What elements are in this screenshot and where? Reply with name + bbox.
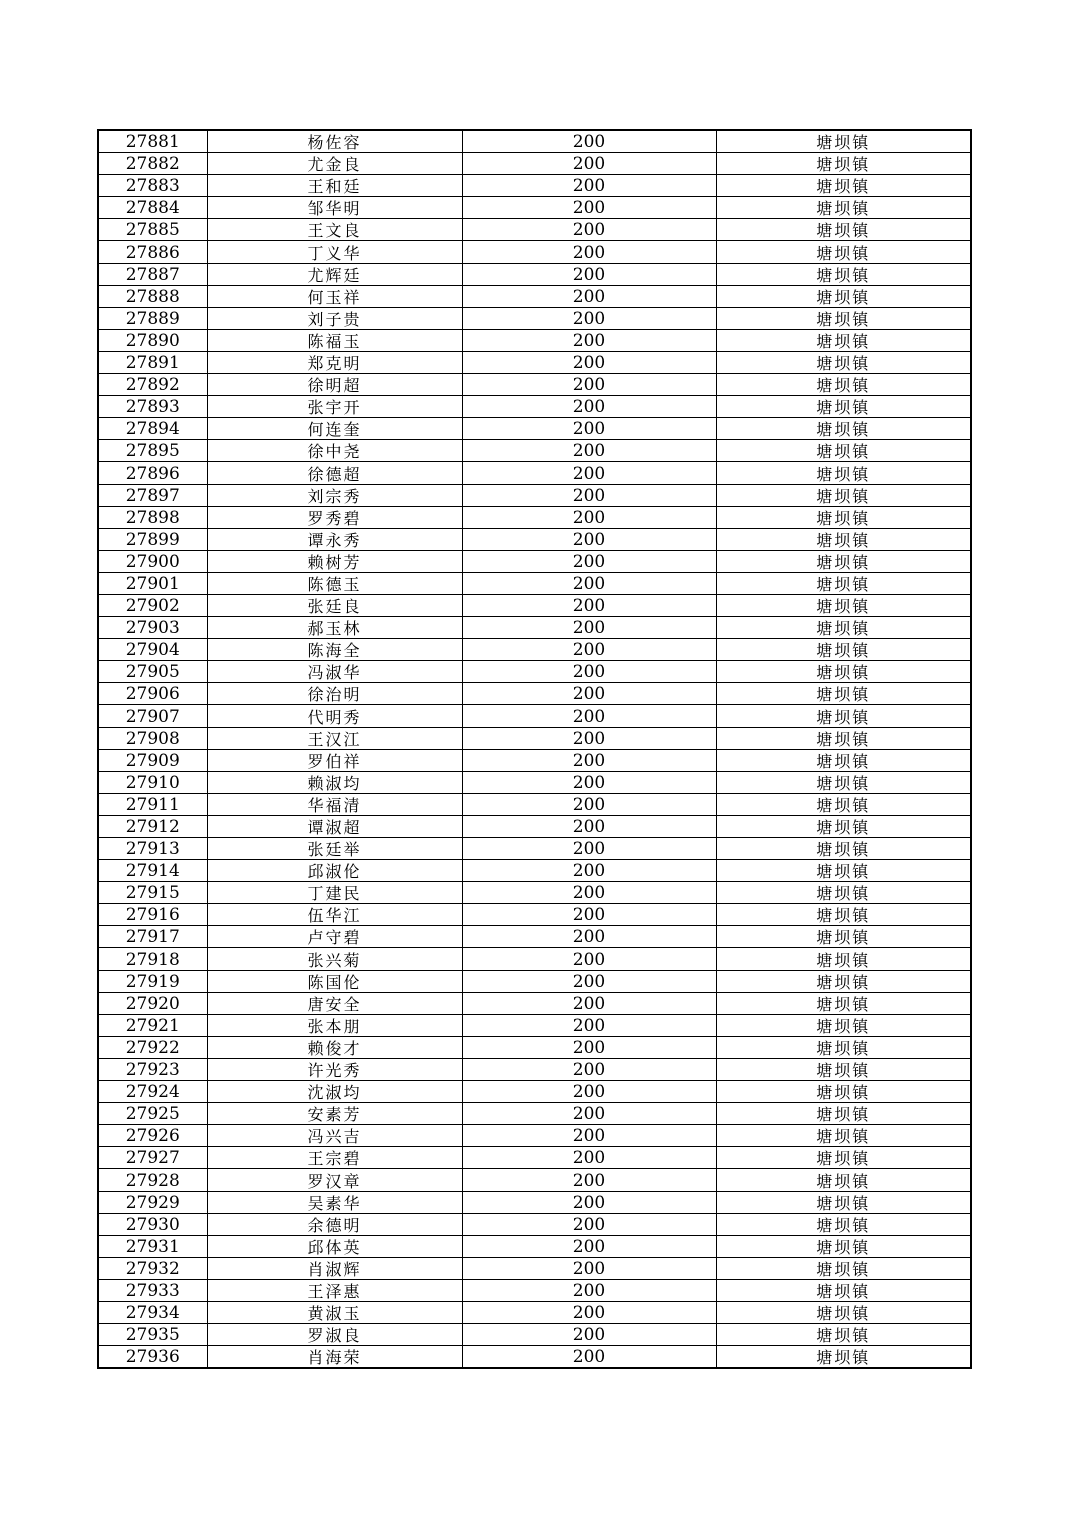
table-row (98, 970, 971, 992)
name-cell: 邱体英 (207, 1235, 462, 1257)
amount-cell: 200 (462, 462, 716, 484)
row-number-cell: 27908 (98, 727, 207, 749)
row-number-cell: 27905 (98, 661, 207, 683)
town-cell: 塘坝镇 (716, 727, 971, 749)
name-cell: 赖淑均 (207, 771, 462, 793)
amount-cell: 200 (462, 130, 716, 153)
name-cell: 罗秀碧 (207, 506, 462, 528)
town-cell: 塘坝镇 (716, 838, 971, 860)
amount-cell: 200 (462, 1147, 716, 1169)
table-row (98, 1301, 971, 1323)
town-cell: 塘坝镇 (716, 329, 971, 351)
table-row (98, 1169, 971, 1191)
table-row (98, 572, 971, 594)
amount-cell: 200 (462, 1169, 716, 1191)
row-number-cell: 27916 (98, 904, 207, 926)
name-cell: 安素芳 (207, 1103, 462, 1125)
row-number-cell: 27884 (98, 197, 207, 219)
table-row (98, 661, 971, 683)
table-row (98, 1014, 971, 1036)
town-cell: 塘坝镇 (716, 462, 971, 484)
town-cell: 塘坝镇 (716, 882, 971, 904)
name-cell: 谭淑超 (207, 815, 462, 837)
town-cell: 塘坝镇 (716, 1014, 971, 1036)
row-number-cell: 27933 (98, 1279, 207, 1301)
town-cell: 塘坝镇 (716, 241, 971, 263)
row-number-cell: 27898 (98, 506, 207, 528)
town-cell: 塘坝镇 (716, 1081, 971, 1103)
town-cell: 塘坝镇 (716, 926, 971, 948)
name-cell: 陈德玉 (207, 572, 462, 594)
name-cell: 罗淑良 (207, 1324, 462, 1346)
table-row (98, 1125, 971, 1147)
amount-cell: 200 (462, 219, 716, 241)
town-cell: 塘坝镇 (716, 550, 971, 572)
row-number-cell: 27888 (98, 285, 207, 307)
row-number-cell: 27886 (98, 241, 207, 263)
amount-cell: 200 (462, 440, 716, 462)
name-cell: 郝玉林 (207, 617, 462, 639)
row-number-cell: 27883 (98, 175, 207, 197)
amount-cell: 200 (462, 683, 716, 705)
row-number-cell: 27935 (98, 1324, 207, 1346)
town-cell: 塘坝镇 (716, 683, 971, 705)
name-cell: 陈国伦 (207, 970, 462, 992)
amount-cell: 200 (462, 1014, 716, 1036)
table-row (98, 838, 971, 860)
roster-table-body (98, 130, 971, 1368)
name-cell: 王汉江 (207, 727, 462, 749)
town-cell: 塘坝镇 (716, 285, 971, 307)
row-number-cell: 27891 (98, 351, 207, 373)
row-number-cell: 27932 (98, 1257, 207, 1279)
amount-cell: 200 (462, 241, 716, 263)
town-cell: 塘坝镇 (716, 904, 971, 926)
amount-cell: 200 (462, 285, 716, 307)
amount-cell: 200 (462, 948, 716, 970)
name-cell: 唐安全 (207, 992, 462, 1014)
amount-cell: 200 (462, 815, 716, 837)
town-cell: 塘坝镇 (716, 197, 971, 219)
name-cell: 何连奎 (207, 418, 462, 440)
row-number-cell: 27934 (98, 1301, 207, 1323)
name-cell: 肖海荣 (207, 1346, 462, 1369)
name-cell: 刘子贵 (207, 307, 462, 329)
town-cell: 塘坝镇 (716, 860, 971, 882)
town-cell: 塘坝镇 (716, 153, 971, 175)
table-row (98, 1103, 971, 1125)
amount-cell: 200 (462, 749, 716, 771)
town-cell: 塘坝镇 (716, 130, 971, 153)
amount-cell: 200 (462, 418, 716, 440)
amount-cell: 200 (462, 175, 716, 197)
town-cell: 塘坝镇 (716, 1125, 971, 1147)
name-cell: 徐德超 (207, 462, 462, 484)
amount-cell: 200 (462, 307, 716, 329)
amount-cell: 200 (462, 329, 716, 351)
name-cell: 王和廷 (207, 175, 462, 197)
name-cell: 张本朋 (207, 1014, 462, 1036)
name-cell: 冯兴吉 (207, 1125, 462, 1147)
name-cell: 郑克明 (207, 351, 462, 373)
town-cell: 塘坝镇 (716, 1058, 971, 1080)
row-number-cell: 27931 (98, 1235, 207, 1257)
name-cell: 罗伯祥 (207, 749, 462, 771)
table-row (98, 771, 971, 793)
table-row (98, 418, 971, 440)
table-row (98, 396, 971, 418)
amount-cell: 200 (462, 374, 716, 396)
town-cell: 塘坝镇 (716, 307, 971, 329)
table-row (98, 550, 971, 572)
town-cell: 塘坝镇 (716, 484, 971, 506)
name-cell: 何玉祥 (207, 285, 462, 307)
table-row (98, 528, 971, 550)
name-cell: 王文良 (207, 219, 462, 241)
table-row (98, 462, 971, 484)
name-cell: 刘宗秀 (207, 484, 462, 506)
amount-cell: 200 (462, 1235, 716, 1257)
row-number-cell: 27904 (98, 639, 207, 661)
table-row (98, 1235, 971, 1257)
row-number-cell: 27896 (98, 462, 207, 484)
name-cell: 邹华明 (207, 197, 462, 219)
name-cell: 尤辉廷 (207, 263, 462, 285)
town-cell: 塘坝镇 (716, 528, 971, 550)
table-row (98, 197, 971, 219)
name-cell: 张宇开 (207, 396, 462, 418)
town-cell: 塘坝镇 (716, 815, 971, 837)
row-number-cell: 27936 (98, 1346, 207, 1369)
row-number-cell: 27917 (98, 926, 207, 948)
table-row (98, 683, 971, 705)
table-row (98, 904, 971, 926)
row-number-cell: 27901 (98, 572, 207, 594)
table-row (98, 860, 971, 882)
amount-cell: 200 (462, 661, 716, 683)
amount-cell: 200 (462, 1279, 716, 1301)
table-row (98, 263, 971, 285)
amount-cell: 200 (462, 396, 716, 418)
table-row (98, 351, 971, 373)
name-cell: 张廷举 (207, 838, 462, 860)
name-cell: 丁义华 (207, 241, 462, 263)
table-row (98, 1346, 971, 1369)
row-number-cell: 27909 (98, 749, 207, 771)
name-cell: 谭永秀 (207, 528, 462, 550)
town-cell: 塘坝镇 (716, 639, 971, 661)
name-cell: 丁建民 (207, 882, 462, 904)
row-number-cell: 27906 (98, 683, 207, 705)
name-cell: 王宗碧 (207, 1147, 462, 1169)
amount-cell: 200 (462, 572, 716, 594)
name-cell: 赖树芳 (207, 550, 462, 572)
table-row (98, 1081, 971, 1103)
row-number-cell: 27900 (98, 550, 207, 572)
town-cell: 塘坝镇 (716, 1169, 971, 1191)
town-cell: 塘坝镇 (716, 661, 971, 683)
roster-table (97, 129, 972, 1369)
table-row (98, 705, 971, 727)
town-cell: 塘坝镇 (716, 594, 971, 616)
town-cell: 塘坝镇 (716, 1324, 971, 1346)
table-row (98, 285, 971, 307)
name-cell: 陈福玉 (207, 329, 462, 351)
row-number-cell: 27881 (98, 130, 207, 153)
table-row (98, 1147, 971, 1169)
amount-cell: 200 (462, 639, 716, 661)
table-row (98, 241, 971, 263)
town-cell: 塘坝镇 (716, 948, 971, 970)
town-cell: 塘坝镇 (716, 1235, 971, 1257)
row-number-cell: 27889 (98, 307, 207, 329)
amount-cell: 200 (462, 617, 716, 639)
town-cell: 塘坝镇 (716, 771, 971, 793)
town-cell: 塘坝镇 (716, 749, 971, 771)
amount-cell: 200 (462, 484, 716, 506)
table-row (98, 440, 971, 462)
name-cell: 张兴菊 (207, 948, 462, 970)
name-cell: 徐明超 (207, 374, 462, 396)
row-number-cell: 27925 (98, 1103, 207, 1125)
name-cell: 赖俊才 (207, 1036, 462, 1058)
town-cell: 塘坝镇 (716, 175, 971, 197)
row-number-cell: 27895 (98, 440, 207, 462)
amount-cell: 200 (462, 1058, 716, 1080)
name-cell: 邱淑伦 (207, 860, 462, 882)
amount-cell: 200 (462, 197, 716, 219)
town-cell: 塘坝镇 (716, 1346, 971, 1369)
row-number-cell: 27894 (98, 418, 207, 440)
row-number-cell: 27915 (98, 882, 207, 904)
row-number-cell: 27919 (98, 970, 207, 992)
row-number-cell: 27924 (98, 1081, 207, 1103)
row-number-cell: 27885 (98, 219, 207, 241)
name-cell: 罗汉章 (207, 1169, 462, 1191)
town-cell: 塘坝镇 (716, 793, 971, 815)
amount-cell: 200 (462, 705, 716, 727)
town-cell: 塘坝镇 (716, 396, 971, 418)
amount-cell: 200 (462, 1301, 716, 1323)
amount-cell: 200 (462, 1213, 716, 1235)
town-cell: 塘坝镇 (716, 992, 971, 1014)
row-number-cell: 27903 (98, 617, 207, 639)
town-cell: 塘坝镇 (716, 418, 971, 440)
amount-cell: 200 (462, 1081, 716, 1103)
town-cell: 塘坝镇 (716, 440, 971, 462)
amount-cell: 200 (462, 506, 716, 528)
amount-cell: 200 (462, 727, 716, 749)
row-number-cell: 27929 (98, 1191, 207, 1213)
table-row (98, 307, 971, 329)
row-number-cell: 27913 (98, 838, 207, 860)
town-cell: 塘坝镇 (716, 351, 971, 373)
row-number-cell: 27899 (98, 528, 207, 550)
name-cell: 余德明 (207, 1213, 462, 1235)
name-cell: 沈淑均 (207, 1081, 462, 1103)
amount-cell: 200 (462, 1103, 716, 1125)
table-row (98, 882, 971, 904)
amount-cell: 200 (462, 1324, 716, 1346)
amount-cell: 200 (462, 926, 716, 948)
row-number-cell: 27928 (98, 1169, 207, 1191)
row-number-cell: 27930 (98, 1213, 207, 1235)
town-cell: 塘坝镇 (716, 1279, 971, 1301)
amount-cell: 200 (462, 838, 716, 860)
table-row (98, 153, 971, 175)
row-number-cell: 27911 (98, 793, 207, 815)
town-cell: 塘坝镇 (716, 1191, 971, 1213)
name-cell: 张廷良 (207, 594, 462, 616)
row-number-cell: 27902 (98, 594, 207, 616)
amount-cell: 200 (462, 550, 716, 572)
table-row (98, 793, 971, 815)
town-cell: 塘坝镇 (716, 1103, 971, 1125)
town-cell: 塘坝镇 (716, 572, 971, 594)
town-cell: 塘坝镇 (716, 263, 971, 285)
row-number-cell: 27926 (98, 1125, 207, 1147)
amount-cell: 200 (462, 263, 716, 285)
town-cell: 塘坝镇 (716, 374, 971, 396)
amount-cell: 200 (462, 153, 716, 175)
amount-cell: 200 (462, 1036, 716, 1058)
table-row (98, 374, 971, 396)
row-number-cell: 27923 (98, 1058, 207, 1080)
row-number-cell: 27918 (98, 948, 207, 970)
name-cell: 杨佐容 (207, 130, 462, 153)
amount-cell: 200 (462, 992, 716, 1014)
row-number-cell: 27914 (98, 860, 207, 882)
table-row (98, 506, 971, 528)
name-cell: 王泽惠 (207, 1279, 462, 1301)
table-row (98, 484, 971, 506)
row-number-cell: 27893 (98, 396, 207, 418)
name-cell: 肖淑辉 (207, 1257, 462, 1279)
amount-cell: 200 (462, 1191, 716, 1213)
amount-cell: 200 (462, 970, 716, 992)
town-cell: 塘坝镇 (716, 1301, 971, 1323)
town-cell: 塘坝镇 (716, 219, 971, 241)
table-row (98, 594, 971, 616)
row-number-cell: 27892 (98, 374, 207, 396)
row-number-cell: 27912 (98, 815, 207, 837)
table-row (98, 992, 971, 1014)
row-number-cell: 27927 (98, 1147, 207, 1169)
table-row (98, 926, 971, 948)
row-number-cell: 27882 (98, 153, 207, 175)
town-cell: 塘坝镇 (716, 1213, 971, 1235)
table-row (98, 219, 971, 241)
name-cell: 伍华江 (207, 904, 462, 926)
table-row (98, 639, 971, 661)
row-number-cell: 27910 (98, 771, 207, 793)
amount-cell: 200 (462, 1346, 716, 1369)
amount-cell: 200 (462, 882, 716, 904)
name-cell: 陈海全 (207, 639, 462, 661)
row-number-cell: 27922 (98, 1036, 207, 1058)
table-row (98, 617, 971, 639)
name-cell: 华福清 (207, 793, 462, 815)
town-cell: 塘坝镇 (716, 617, 971, 639)
row-number-cell: 27897 (98, 484, 207, 506)
amount-cell: 200 (462, 1125, 716, 1147)
row-number-cell: 27887 (98, 263, 207, 285)
table-row (98, 1213, 971, 1235)
table-row (98, 329, 971, 351)
name-cell: 卢守碧 (207, 926, 462, 948)
name-cell: 许光秀 (207, 1058, 462, 1080)
amount-cell: 200 (462, 904, 716, 926)
town-cell: 塘坝镇 (716, 506, 971, 528)
name-cell: 徐中尧 (207, 440, 462, 462)
amount-cell: 200 (462, 351, 716, 373)
table-row (98, 815, 971, 837)
amount-cell: 200 (462, 860, 716, 882)
row-number-cell: 27921 (98, 1014, 207, 1036)
town-cell: 塘坝镇 (716, 1036, 971, 1058)
town-cell: 塘坝镇 (716, 970, 971, 992)
table-row (98, 1036, 971, 1058)
table-row (98, 130, 971, 153)
amount-cell: 200 (462, 528, 716, 550)
table-row (98, 749, 971, 771)
name-cell: 徐治明 (207, 683, 462, 705)
row-number-cell: 27920 (98, 992, 207, 1014)
name-cell: 吴素华 (207, 1191, 462, 1213)
town-cell: 塘坝镇 (716, 705, 971, 727)
name-cell: 代明秀 (207, 705, 462, 727)
town-cell: 塘坝镇 (716, 1147, 971, 1169)
name-cell: 冯淑华 (207, 661, 462, 683)
table-row (98, 1257, 971, 1279)
name-cell: 尤金良 (207, 153, 462, 175)
row-number-cell: 27907 (98, 705, 207, 727)
table-row (98, 727, 971, 749)
table-row (98, 1324, 971, 1346)
table-row (98, 175, 971, 197)
amount-cell: 200 (462, 1257, 716, 1279)
table-row (98, 1058, 971, 1080)
town-cell: 塘坝镇 (716, 1257, 971, 1279)
table-row (98, 948, 971, 970)
row-number-cell: 27890 (98, 329, 207, 351)
name-cell: 黄淑玉 (207, 1301, 462, 1323)
amount-cell: 200 (462, 594, 716, 616)
table-row (98, 1191, 971, 1213)
amount-cell: 200 (462, 771, 716, 793)
table-row (98, 1279, 971, 1301)
amount-cell: 200 (462, 793, 716, 815)
